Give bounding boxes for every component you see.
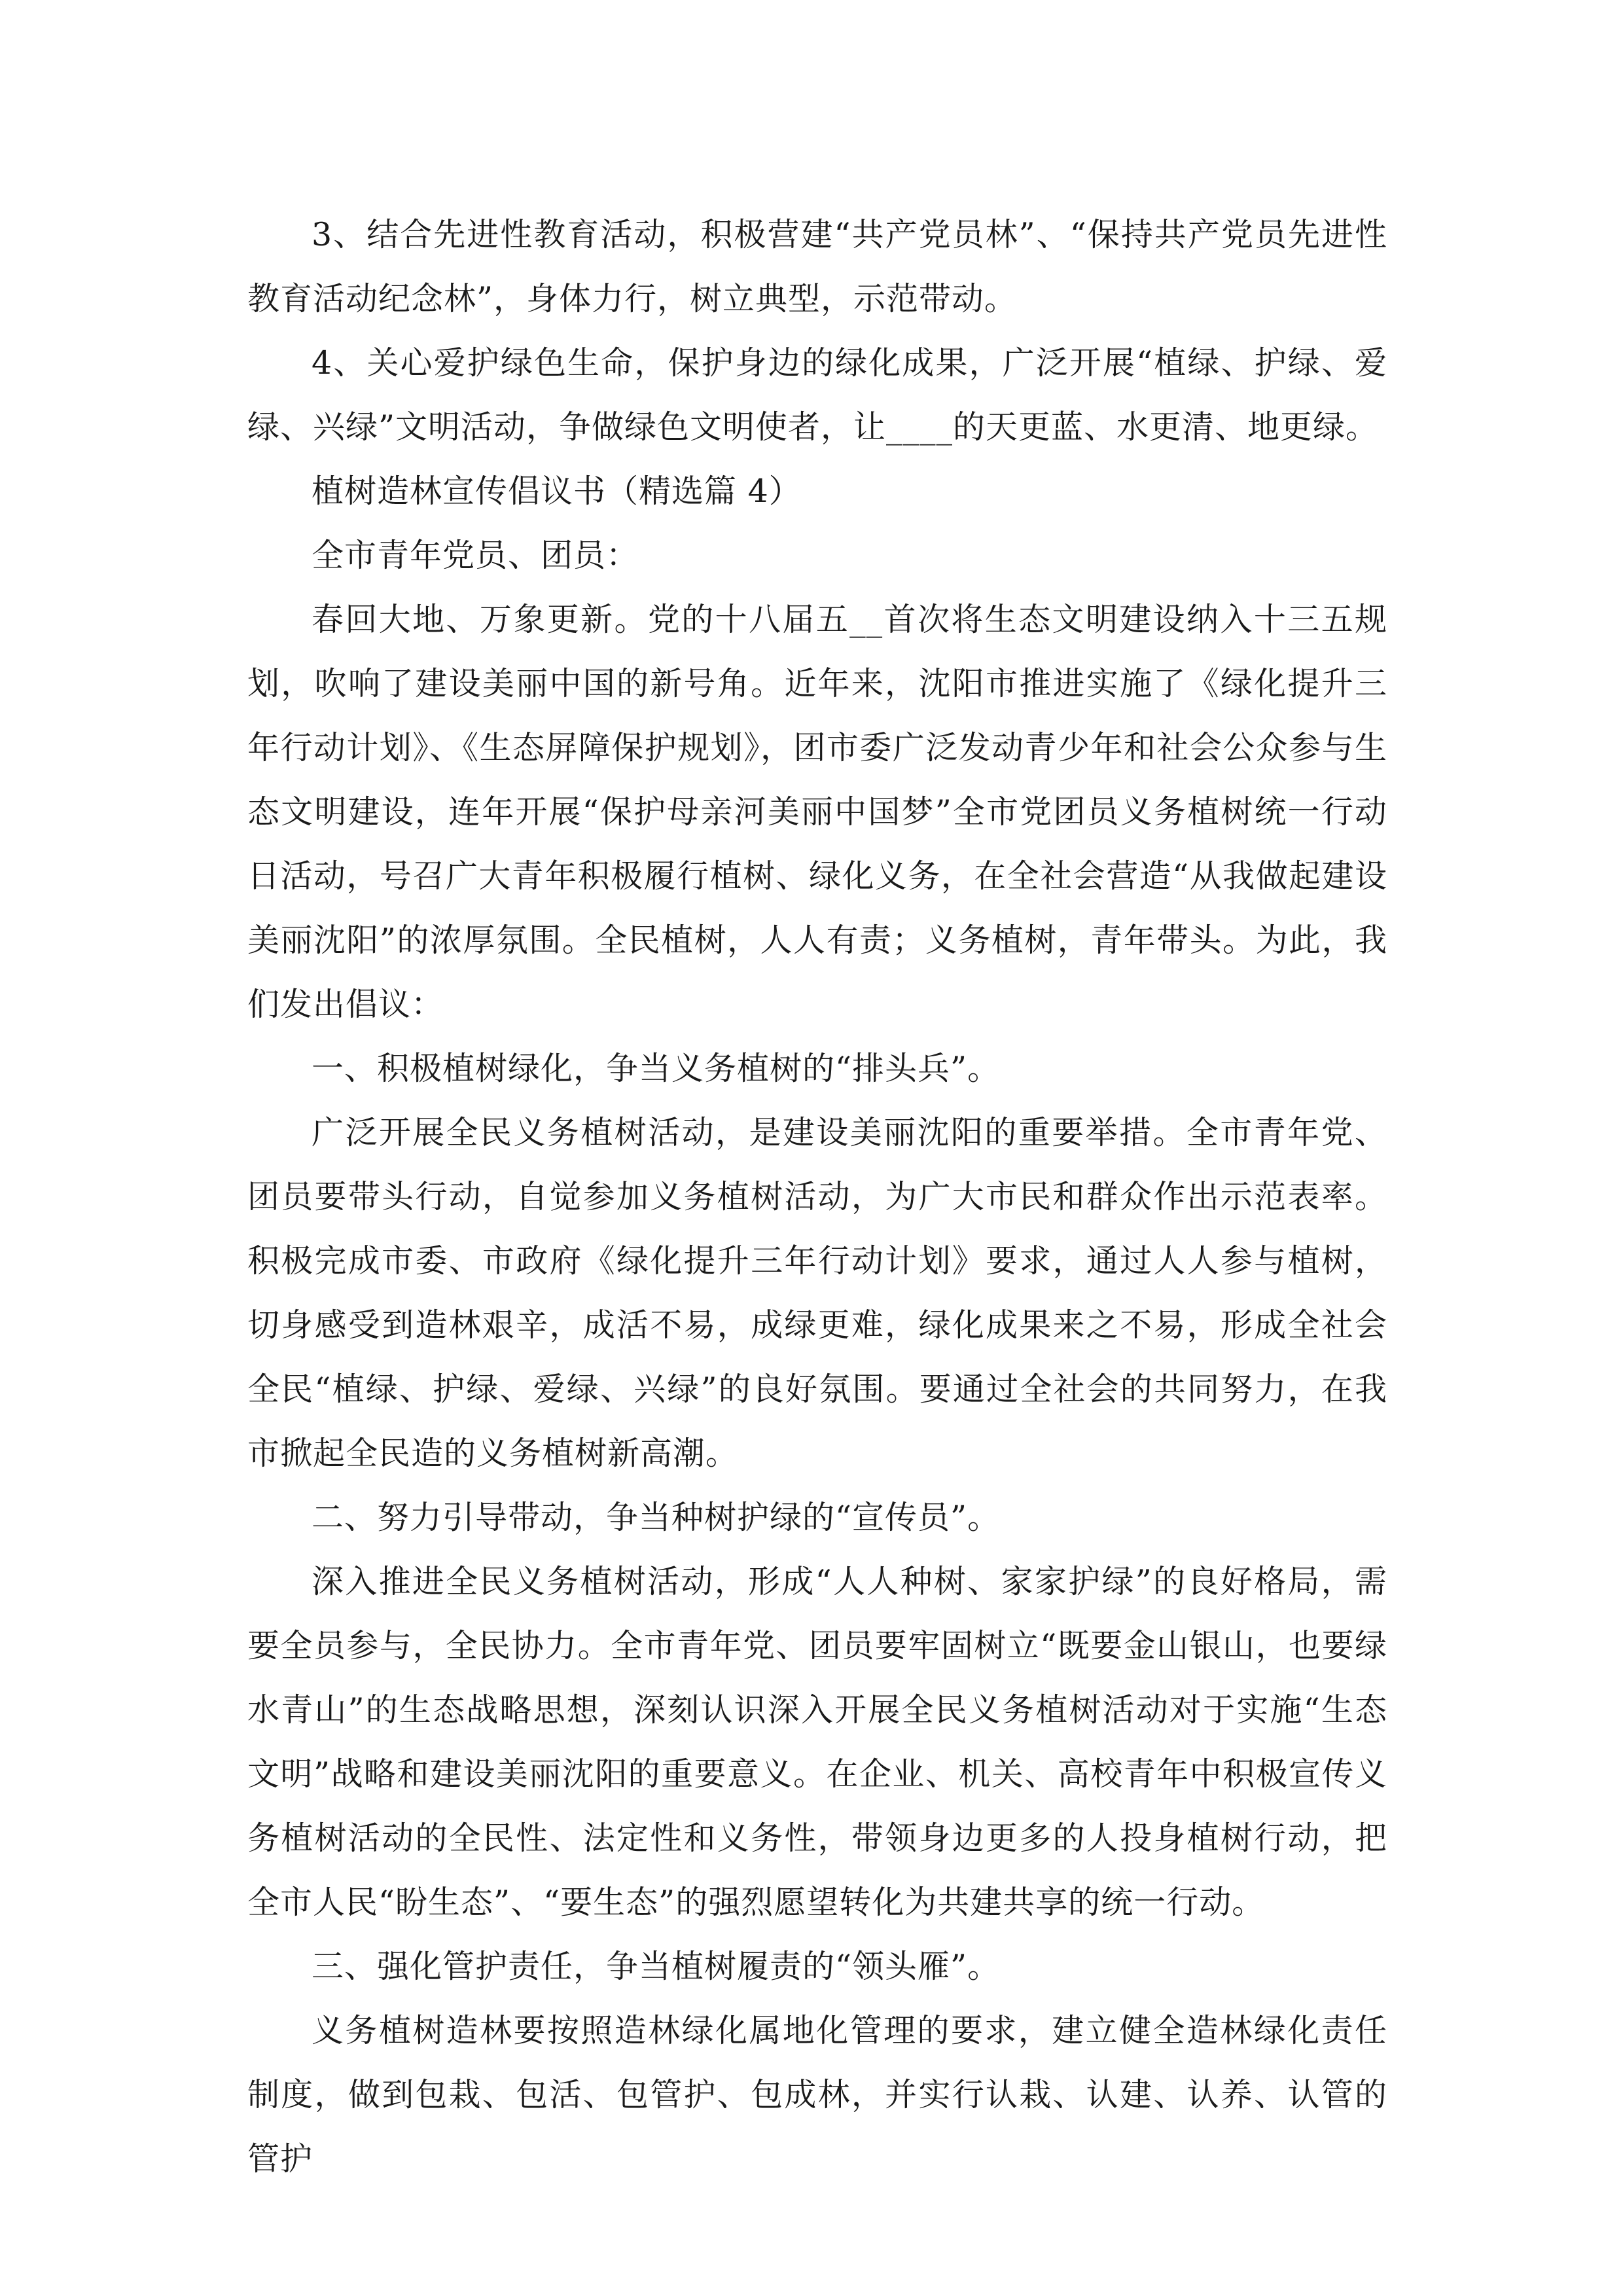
- document-page: [247, 203, 1387, 2191]
- paragraph-item-3: 3、结合先进性教育活动，积极营建“共产党员林”、“保持共产党员先进性教育活动纪念林”，身体力行，树立典型，示范带动。: [247, 216, 1387, 317]
- intro-paragraph: 春回大地、万象更新。党的十八届五__首次将生态文明建设纳入十三五规划，吹响了建设美丽中国的新号角。近年来，沈阳市推进实施了《绿化提升三年行动计划》、《生态屏障保护规划》，团市委广泛发动青少年和社会公众参与生态文明建设，连年开展“保护母亲河美丽中国梦”全市党团员义务植树统一行动日活动，号召广大青年积极履行植树、绿化义务，在全社会营造“从我做起建设美丽沈阳”的浓厚氛围。全民植树，人人有责；义务植树，青年带头。为此，我们发出倡议：: [247, 601, 1387, 1023]
- proposal-heading-3: 三、强化管护责任，争当植树履责的“领头雁”。: [312, 1948, 1001, 1985]
- section-title: 植树造林宣传倡议书（精选篇 4）: [312, 473, 802, 510]
- salutation: 全市青年党员、团员：: [312, 537, 639, 574]
- proposal-body-2: 深入推进全民义务植树活动，形成“人人种树、家家护绿”的良好格局，需要全员参与，全民协力。全市青年党、团员要牢固树立“既要金山银山，也要绿水青山”的生态战略思想，深刻认识深入开展全民义务植树活动对于实施“生态文明”战略和建设美丽沈阳的重要意义。在企业、机关、高校青年中积极宣传义务植树活动的全民性、法定性和义务性，带领身边更多的人投身植树行动，把全市人民“盼生态”、“要生态”的强烈愿望转化为共建共享的统一行动。: [247, 1563, 1387, 1921]
- paragraph-item-4: 4、关心爱护绿色生命，保护身边的绿化成果，广泛开展“植绿、护绿、爱绿、兴绿”文明活动，争做绿色文明使者，让____的天更蓝、水更清、地更绿。: [247, 344, 1387, 446]
- proposal-body-3: 义务植树造林要按照造林绿化属地化管理的要求，建立健全造林绿化责任制度，做到包栽、包活、包管护、包成林，并实行认栽、认建、认养、认管的管护: [247, 2012, 1387, 2178]
- proposal-heading-2: 二、努力引导带动，争当种树护绿的“宣传员”。: [312, 1499, 1001, 1536]
- proposal-heading-1: 一、积极植树绿化，争当义务植树的“排头兵”。: [312, 1050, 1001, 1087]
- proposal-body-1: 广泛开展全民义务植树活动，是建设美丽沈阳的重要举措。全市青年党、团员要带头行动，自觉参加义务植树活动，为广大市民和群众作出示范表率。积极完成市委、市政府《绿化提升三年行动计划》要求，通过人人参与植树，切身感受到造林艰辛，成活不易，成绿更难，绿化成果来之不易，形成全社会全民“植绿、护绿、爱绿、兴绿”的良好氛围。要通过全社会的共同努力，在我市掀起全民造的义务植树新高潮。: [247, 1114, 1387, 1472]
